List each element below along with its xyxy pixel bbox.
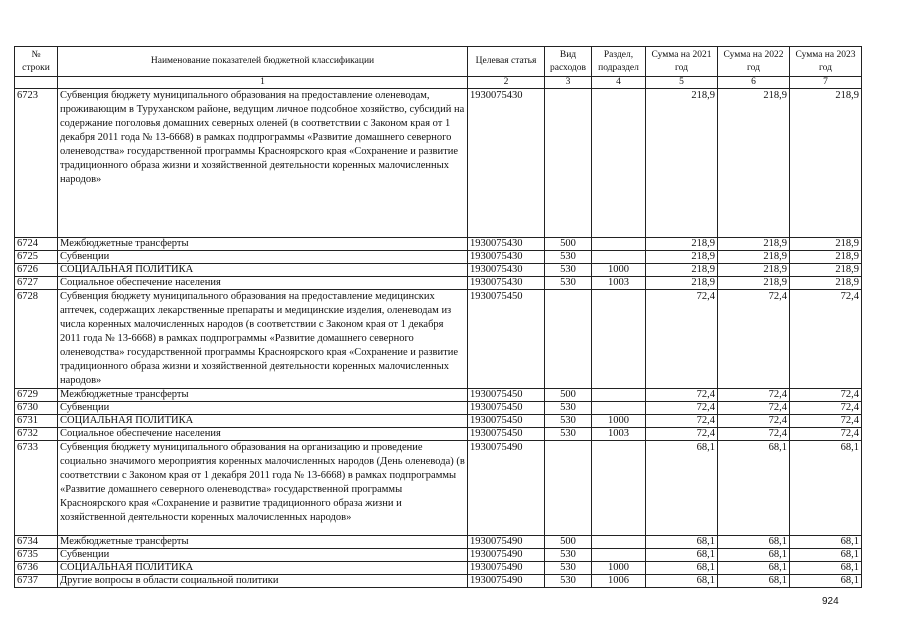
row-section	[592, 89, 646, 238]
row-section	[592, 441, 646, 536]
row-sum-2022: 68,1	[718, 562, 790, 575]
row-expense-kind	[545, 290, 592, 389]
row-sum-2023: 68,1	[790, 441, 862, 536]
header-kind: Вид расходов	[545, 47, 592, 77]
row-sum-2022: 68,1	[718, 536, 790, 549]
row-target-article: 1930075490	[468, 575, 545, 588]
row-number: 6726	[15, 264, 58, 277]
row-sum-2021: 72,4	[646, 402, 718, 415]
row-section: 1003	[592, 277, 646, 290]
column-number: 4	[592, 77, 646, 89]
table-row	[15, 536, 862, 549]
column-number-empty	[15, 77, 58, 89]
row-expense-kind: 530	[545, 415, 592, 428]
row-sum-2023: 68,1	[790, 562, 862, 575]
row-name: Субвенция бюджету муниципального образования на организацию и проведение социально значимого мероприятия коренных малочисленных народов (День оленевода) (в соответствии с Законом края от 1 декабря 2011 года № 13-6668) в рамках подпрограммы «Развитие домашнего северного оленеводства» государственной программы Красноярского края «Сохранение и развитие традиционного образа жизни и хозяйственной деятельности коренных малочисленных народов»	[58, 441, 468, 536]
row-sum-2022: 72,4	[718, 389, 790, 402]
row-section	[592, 389, 646, 402]
row-target-article: 1930075490	[468, 562, 545, 575]
row-name: Межбюджетные трансферты	[58, 536, 468, 549]
row-sum-2021: 218,9	[646, 264, 718, 277]
row-expense-kind	[545, 89, 592, 238]
row-sum-2021: 68,1	[646, 575, 718, 588]
row-target-article: 1930075450	[468, 389, 545, 402]
row-name: Субвенции	[58, 251, 468, 264]
row-section	[592, 290, 646, 389]
row-sum-2021: 72,4	[646, 415, 718, 428]
row-expense-kind: 530	[545, 549, 592, 562]
row-target-article: 1930075490	[468, 536, 545, 549]
row-sum-2022: 68,1	[718, 441, 790, 536]
row-sum-2023: 218,9	[790, 264, 862, 277]
row-number: 6735	[15, 549, 58, 562]
row-number: 6729	[15, 389, 58, 402]
row-sum-2022: 68,1	[718, 575, 790, 588]
row-number: 6733	[15, 441, 58, 536]
row-section: 1000	[592, 562, 646, 575]
row-target-article: 1930075430	[468, 89, 545, 238]
row-section	[592, 402, 646, 415]
row-sum-2022: 72,4	[718, 428, 790, 441]
header-name: Наименование показателей бюджетной классификации	[58, 47, 468, 77]
row-name: Субвенция бюджету муниципального образования на предоставление медицинских аптечек, содержащих лекарственные препараты и медицинские изделия, оленеводам из числа коренных малочисленных народов (в соответствии с Законом края от 1 декабря 2011 года № 13-6668) в рамках подпрограммы «Развитие домашнего северного оленеводства» государственной программы Красноярского края «Сохранение и развитие традиционного образа жизни и хозяйственной деятельности коренных малочисленных народов»	[58, 290, 468, 389]
row-sum-2021: 72,4	[646, 389, 718, 402]
row-expense-kind	[545, 441, 592, 536]
row-sum-2021: 218,9	[646, 251, 718, 264]
row-name: Субвенция бюджету муниципального образования на предоставление оленеводам, проживающим в Туруханском районе, ведущим личное подсобное хозяйство, субсидий на содержание поголовья домашних северных оленей (в соответствии с Законом края от 1 декабря 2011 года № 13-6668) в рамках подпрограммы «Развитие домашнего северного оленеводства» государственной программы Красноярского края «Сохранение и развитие традиционного образа жизни и хозяйственной деятельности коренных малочисленных народов»	[58, 89, 468, 238]
row-number: 6737	[15, 575, 58, 588]
row-number: 6728	[15, 290, 58, 389]
header-num: № строки	[15, 47, 58, 77]
table-row	[15, 251, 862, 264]
column-number: 6	[718, 77, 790, 89]
table-row	[15, 89, 862, 238]
row-name: СОЦИАЛЬНАЯ ПОЛИТИКА	[58, 562, 468, 575]
table-row	[15, 415, 862, 428]
row-name: СОЦИАЛЬНАЯ ПОЛИТИКА	[58, 264, 468, 277]
row-sum-2021: 68,1	[646, 441, 718, 536]
row-sum-2023: 72,4	[790, 290, 862, 389]
row-target-article: 1930075430	[468, 277, 545, 290]
row-sum-2023: 68,1	[790, 575, 862, 588]
header-row	[15, 47, 862, 77]
row-expense-kind: 500	[545, 389, 592, 402]
row-target-article: 1930075450	[468, 402, 545, 415]
row-number: 6731	[15, 415, 58, 428]
table-row	[15, 441, 862, 536]
row-sum-2023: 72,4	[790, 428, 862, 441]
row-name: Межбюджетные трансферты	[58, 238, 468, 251]
row-expense-kind: 500	[545, 238, 592, 251]
row-sum-2021: 68,1	[646, 536, 718, 549]
row-number: 6723	[15, 89, 58, 238]
row-expense-kind: 530	[545, 277, 592, 290]
column-number: 7	[790, 77, 862, 89]
row-section: 1003	[592, 428, 646, 441]
row-sum-2023: 72,4	[790, 415, 862, 428]
row-section	[592, 549, 646, 562]
row-sum-2021: 218,9	[646, 238, 718, 251]
row-target-article: 1930075490	[468, 441, 545, 536]
row-target-article: 1930075430	[468, 264, 545, 277]
table-row	[15, 575, 862, 588]
row-target-article: 1930075490	[468, 549, 545, 562]
row-name: Межбюджетные трансферты	[58, 389, 468, 402]
row-name: Субвенции	[58, 402, 468, 415]
row-sum-2023: 218,9	[790, 238, 862, 251]
row-section: 1006	[592, 575, 646, 588]
row-sum-2021: 72,4	[646, 290, 718, 389]
table-row	[15, 264, 862, 277]
row-number: 6727	[15, 277, 58, 290]
column-number: 3	[545, 77, 592, 89]
row-expense-kind: 530	[545, 402, 592, 415]
row-expense-kind: 530	[545, 575, 592, 588]
row-sum-2023: 218,9	[790, 89, 862, 238]
table-row	[15, 562, 862, 575]
row-number: 6730	[15, 402, 58, 415]
row-number: 6724	[15, 238, 58, 251]
row-expense-kind: 530	[545, 428, 592, 441]
row-target-article: 1930075450	[468, 428, 545, 441]
header-sum-2021: Сумма на 2021 год	[646, 47, 718, 77]
row-sum-2022: 72,4	[718, 290, 790, 389]
table-row	[15, 238, 862, 251]
column-number-row	[15, 77, 862, 89]
row-sum-2023: 68,1	[790, 536, 862, 549]
row-number: 6732	[15, 428, 58, 441]
row-sum-2022: 218,9	[718, 251, 790, 264]
table-row	[15, 402, 862, 415]
column-number: 5	[646, 77, 718, 89]
row-section	[592, 238, 646, 251]
row-sum-2022: 218,9	[718, 89, 790, 238]
row-number: 6736	[15, 562, 58, 575]
row-expense-kind: 530	[545, 251, 592, 264]
row-sum-2022: 72,4	[718, 402, 790, 415]
row-sum-2021: 68,1	[646, 562, 718, 575]
header-sum-2023: Сумма на 2023 год	[790, 47, 862, 77]
row-sum-2021: 218,9	[646, 277, 718, 290]
row-sum-2023: 72,4	[790, 389, 862, 402]
row-sum-2021: 68,1	[646, 549, 718, 562]
row-sum-2021: 218,9	[646, 89, 718, 238]
header-sum-2022: Сумма на 2022 год	[718, 47, 790, 77]
page-number: 924	[822, 596, 839, 607]
row-sum-2023: 218,9	[790, 251, 862, 264]
table-row	[15, 389, 862, 402]
row-name: Другие вопросы в области социальной политики	[58, 575, 468, 588]
row-sum-2022: 72,4	[718, 415, 790, 428]
row-number: 6734	[15, 536, 58, 549]
row-section	[592, 251, 646, 264]
row-sum-2023: 218,9	[790, 277, 862, 290]
row-expense-kind: 530	[545, 264, 592, 277]
row-section: 1000	[592, 415, 646, 428]
row-number: 6725	[15, 251, 58, 264]
row-sum-2023: 72,4	[790, 402, 862, 415]
row-target-article: 1930075430	[468, 238, 545, 251]
header-code: Целевая статья	[468, 47, 545, 77]
row-name: Социальное обеспечение населения	[58, 277, 468, 290]
row-target-article: 1930075430	[468, 251, 545, 264]
row-sum-2022: 218,9	[718, 277, 790, 290]
row-sum-2022: 218,9	[718, 238, 790, 251]
row-sum-2022: 218,9	[718, 264, 790, 277]
table-row	[15, 428, 862, 441]
row-target-article: 1930075450	[468, 290, 545, 389]
header-section: Раздел, подраздел	[592, 47, 646, 77]
row-name: Социальное обеспечение населения	[58, 428, 468, 441]
column-number: 1	[58, 77, 468, 89]
row-expense-kind: 500	[545, 536, 592, 549]
row-name: СОЦИАЛЬНАЯ ПОЛИТИКА	[58, 415, 468, 428]
row-target-article: 1930075450	[468, 415, 545, 428]
row-sum-2021: 72,4	[646, 428, 718, 441]
row-sum-2022: 68,1	[718, 549, 790, 562]
column-number: 2	[468, 77, 545, 89]
row-expense-kind: 530	[545, 562, 592, 575]
row-sum-2023: 68,1	[790, 549, 862, 562]
row-name: Субвенции	[58, 549, 468, 562]
row-section: 1000	[592, 264, 646, 277]
budget-table	[14, 46, 862, 588]
row-section	[592, 536, 646, 549]
table-row	[15, 277, 862, 290]
table-row	[15, 290, 862, 389]
table-row	[15, 549, 862, 562]
